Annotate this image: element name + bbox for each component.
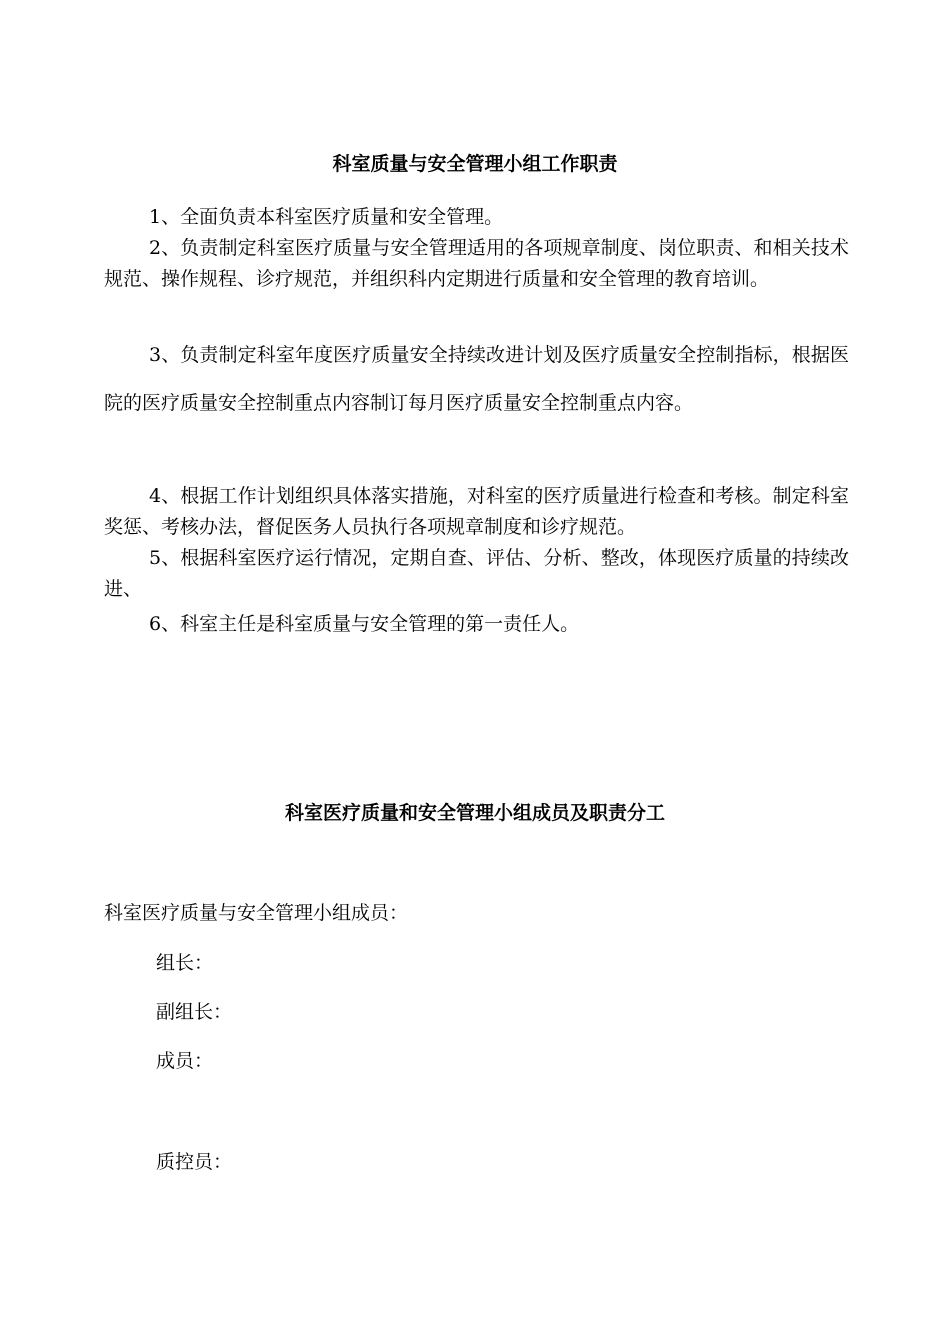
deputy-leader-label: 副组长： <box>156 1001 233 1023</box>
duty-item-5: 5、根据科室医疗运行情况，定期自查、评估、分析、整改，体现医疗质量的持续改进、 <box>104 547 849 600</box>
members-intro: 科室医疗质量与安全管理小组成员： <box>104 902 409 924</box>
duty-item-1: 1、全面负责本科室医疗质量和安全管理。 <box>149 206 504 228</box>
duty-item-2: 2、负责制定科室医疗质量与安全管理适用的各项规章制度、岗位职责、和相关技术规范、操作规程、诊疗规范，并组织科内定期进行质量和安全管理的教育培训。 <box>104 237 849 290</box>
duty-item-6: 6、科室主任是科室质量与安全管理的第一责任人。 <box>149 613 580 635</box>
duty-item-4: 4、根据工作计划组织具体落实措施，对科室的医疗质量进行检查和考核。制定科室奖惩、考核办法，督促医务人员执行各项规章制度和诊疗规范。 <box>104 485 849 538</box>
leader-label: 组长： <box>156 952 214 974</box>
members-label: 成员： <box>156 1050 214 1072</box>
quality-controller-label: 质控员： <box>156 1151 233 1173</box>
section2-title: 科室医疗质量和安全管理小组成员及职责分工 <box>284 802 665 824</box>
duty-item-3: 3、负责制定科室年度医疗质量安全持续改进计划及医疗质量安全控制指标，根据医院的医疗质量安全控制重点内容制订每月医疗质量安全控制重点内容。 <box>104 344 849 414</box>
section1-title: 科室质量与安全管理小组工作职责 <box>332 153 618 175</box>
